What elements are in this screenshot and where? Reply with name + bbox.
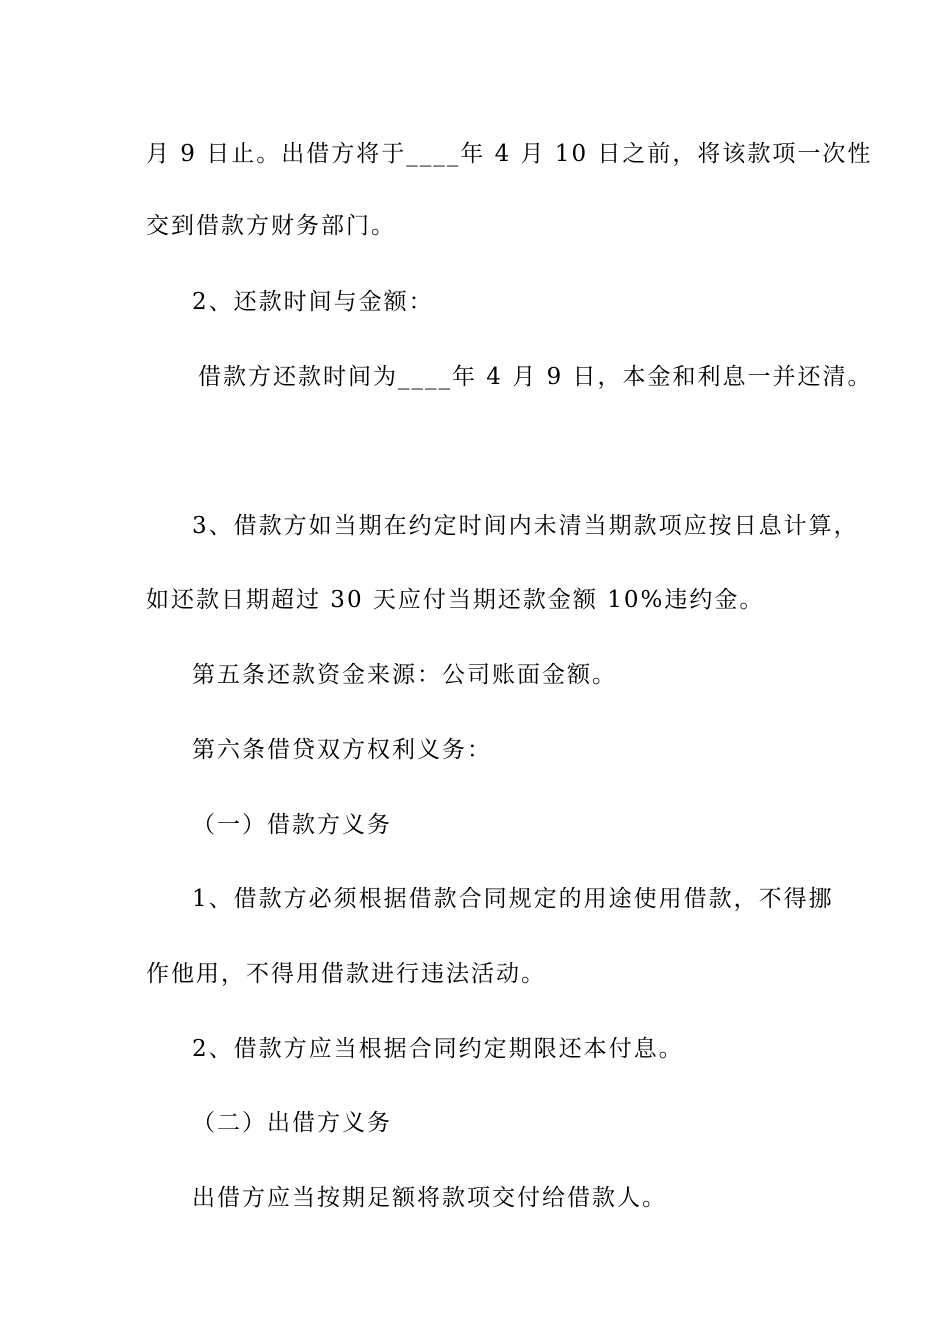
text-line: 出借方应当按期足额将款项交付给借款人。 xyxy=(192,1185,667,1211)
section-heading: 2、还款时间与金额： xyxy=(192,289,434,315)
subsection-heading: （二）出借方义务 xyxy=(192,1110,392,1136)
text-line: 作他用，不得用借款进行违法活动。 xyxy=(146,961,546,987)
text-line: 3、借款方如当期在约定时间内未清当期款项应按日息计算， xyxy=(192,513,859,539)
text-line: 1、借款方必须根据借款合同规定的用途使用借款，不得挪 xyxy=(192,886,834,912)
subsection-heading: （一）借款方义务 xyxy=(192,812,392,838)
text-line: 交到借款方财务部门。 xyxy=(146,213,396,239)
text-line: 如还款日期超过 30 天应付当期还款金额 10%违约金。 xyxy=(146,587,765,613)
article-heading: 第五条还款资金来源：公司账面金额。 xyxy=(192,662,617,688)
text-line: 2、借款方应当根据合同约定期限还本付息。 xyxy=(192,1036,684,1062)
text-line: 借款方还款时间为____年 4 月 9 日，本金和利息一并还清。 xyxy=(198,364,873,390)
article-heading: 第六条借贷双方权利义务： xyxy=(192,737,492,763)
text-line: 月 9 日止。出借方将于____年 4 月 10 日之前，将该款项一次性 xyxy=(146,141,873,167)
